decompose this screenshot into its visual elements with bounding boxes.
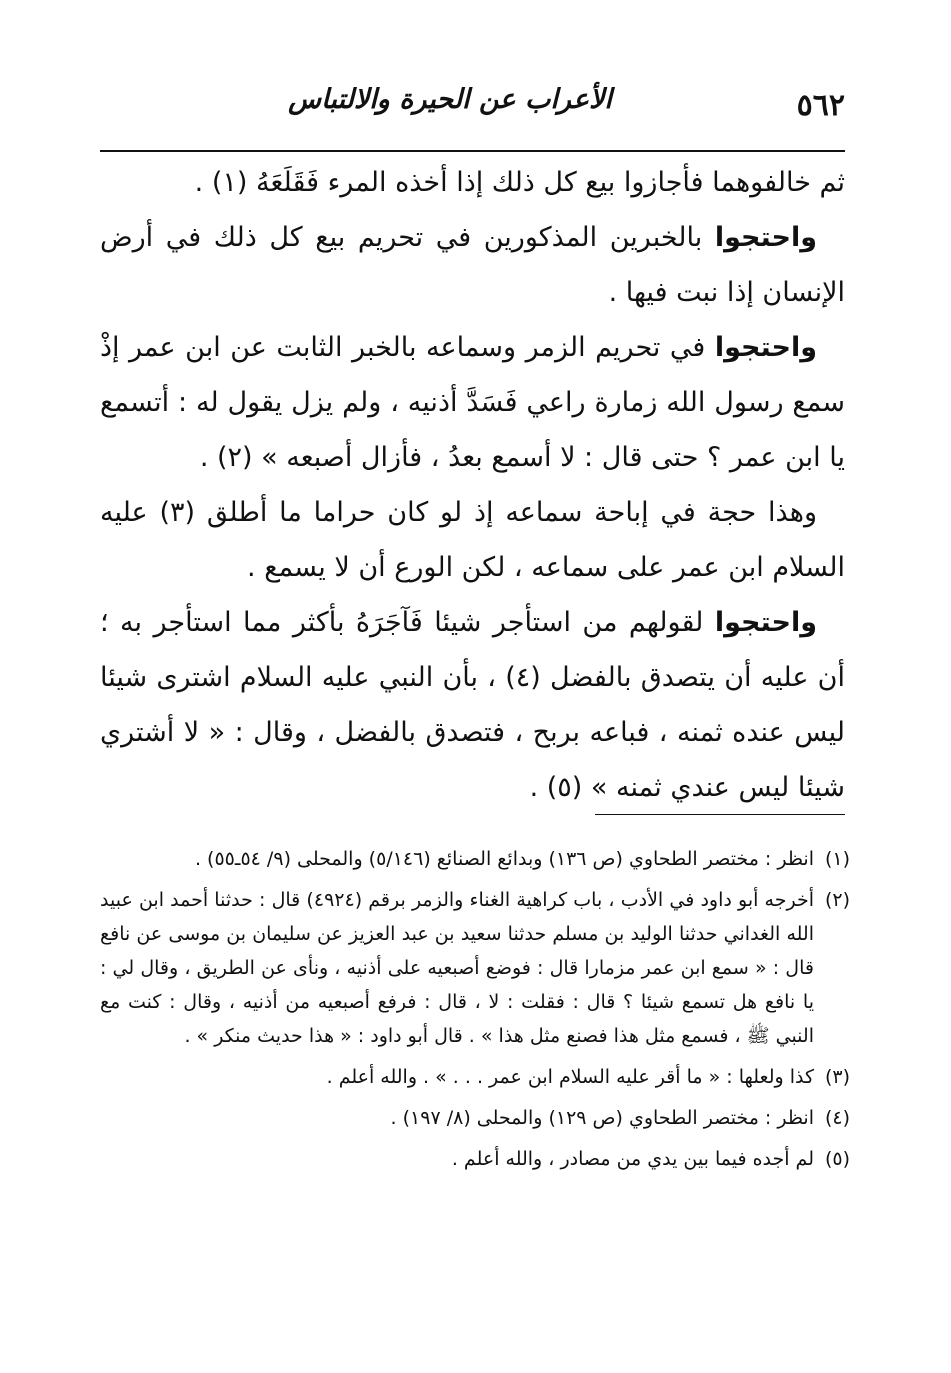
paragraph-lead: واحتجوا	[714, 332, 817, 363]
footnote-number: (٥)	[824, 1148, 850, 1170]
footnote-4	[100, 1101, 850, 1135]
footnote-number: (٣)	[824, 1066, 850, 1088]
footnote-number: (١)	[824, 848, 850, 870]
footnotes	[100, 842, 850, 1183]
paragraph-3	[100, 320, 845, 485]
paragraph-5	[100, 595, 845, 815]
footnote-text: لم أجده فيما بين يدي من مصادر ، والله أعلم .	[451, 1148, 814, 1170]
footnote-text: انظر : مختصر الطحاوي (ص ١٣٦) وبدائع الصنائع (٥/١٤٦) والمحلى (٩/ ٥٤ـ٥٥) .	[194, 848, 814, 870]
footnote-5	[100, 1142, 850, 1176]
page-header	[100, 84, 845, 132]
running-title: الأعراب عن الحيرة والالتباس	[288, 84, 612, 115]
paragraph-4	[100, 485, 845, 595]
paragraph-lead: واحتجوا	[714, 222, 817, 253]
footnote-text: كذا ولعلها : « ما أقر عليه السلام ابن عمر . . . » . والله أعلم .	[326, 1066, 814, 1088]
main-text	[100, 155, 845, 815]
paragraph-1	[100, 155, 845, 210]
paragraph-text: في تحريم الزمر وسماعه بالخبر الثابت عن ابن عمر إذْ سمع رسول الله زمارة راعي فَسَدَّ أذنيه ، ولم يزل يقول له : أتسمع يا ابن عمر ؟ حتى قال : لا أسمع بعدُ ، فأزال أصبعه » (٢) .	[100, 332, 845, 473]
footnote-number: (٢)	[824, 889, 850, 911]
paragraph-lead: واحتجوا	[714, 607, 817, 638]
paragraph-text: بالخبرين المذكورين في تحريم بيع كل ذلك في أرض الإنسان إذا نبت فيها .	[100, 222, 845, 308]
header-divider	[100, 150, 845, 152]
footnote-text: أخرجه أبو داود في الأدب ، باب كراهية الغناء والزمر برقم (٤٩٢٤) قال : حدثنا أحمد ابن عبيد الله الغداني حدثنا الوليد بن مسلم حدثنا سعيد بن عبد العزيز عن سليمان بن موسى عن نافع قال : « سمع ابن عمر مزمارا قال : فوضع أصبعيه على أذنيه ، ونأى عن الطريق ، وقال لي : يا نافع هل تسمع شيئا ؟ قال : فقلت : لا ، قال : فرفع أصبعيه من أذنيه ، وقال : كنت مع النبي ﷺ ، فسمع مثل هذا فصنع مثل هذا » . قال أبو داود : « هذا حديث منكر » .	[100, 889, 814, 1047]
footnote-2	[100, 883, 850, 1053]
footnote-number: (٤)	[824, 1107, 850, 1129]
paragraph-text: وهذا حجة في إباحة سماعه إذ لو كان حراما ما أطلق (٣) عليه السلام ابن عمر على سماعه ، لكن الورع أن لا يسمع .	[100, 497, 845, 583]
paragraph-text: لقولهم من استأجر شيئا فَآجَرَهُ بأكثر مما استأجر به ؛ أن عليه أن يتصدق بالفضل (٤) ، بأن النبي عليه السلام اشترى شيئا ليس عنده ثمنه ، فباعه بربح ، فتصدق بالفضل ، وقال : « لا أشتري شيئا ليس عندي ثمنه » (٥) .	[100, 607, 845, 803]
footnote-3	[100, 1060, 850, 1094]
paragraph-text: ثم خالفوهما فأجازوا بيع كل ذلك إذا أخذه المرء فَقَلَعَهُ (١) .	[194, 167, 845, 198]
footnote-divider	[595, 814, 845, 815]
paragraph-2	[100, 210, 845, 320]
footnote-1	[100, 842, 850, 876]
footnote-text: انظر : مختصر الطحاوي (ص ١٢٩) والمحلى (٨/ ١٩٧) .	[390, 1107, 814, 1129]
page-number: ٥٦٢	[796, 88, 845, 123]
